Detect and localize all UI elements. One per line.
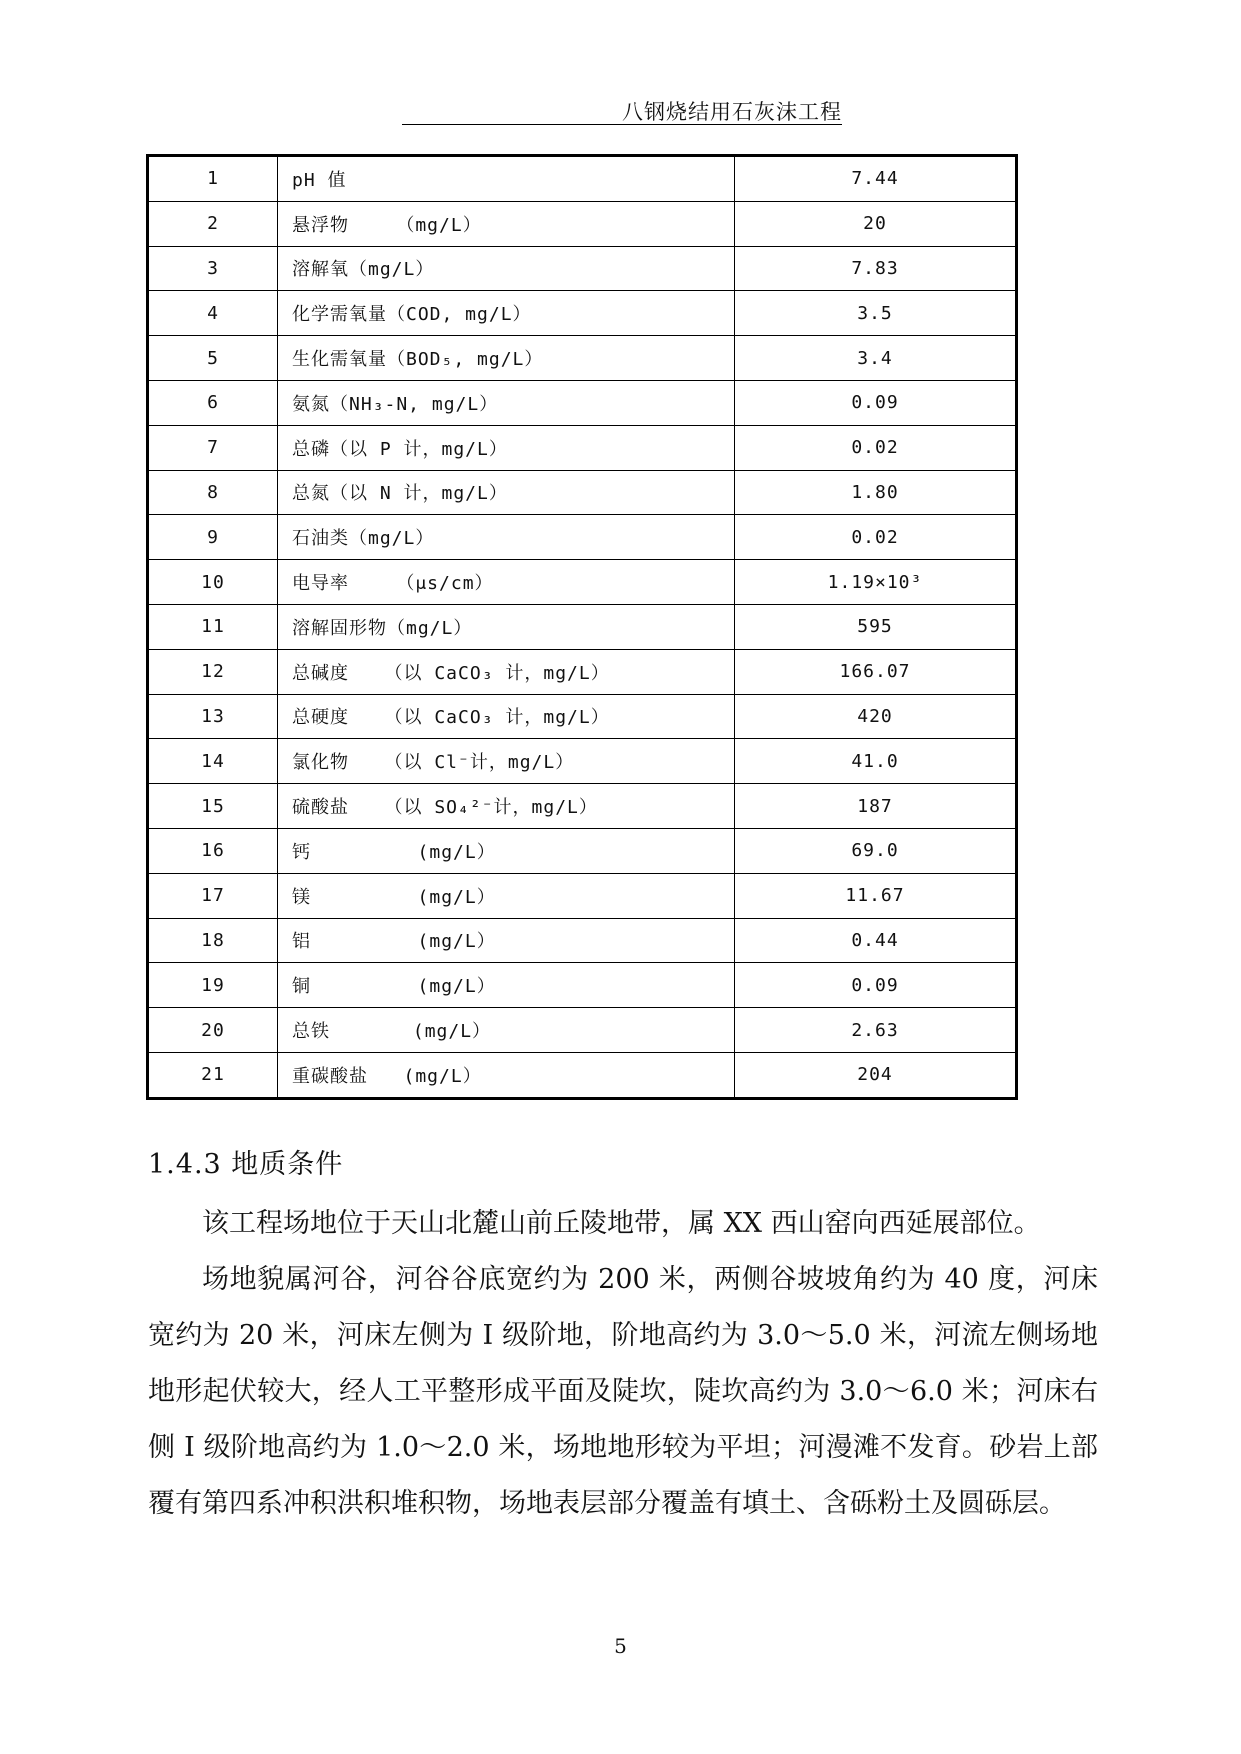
- row-item: pH 值: [278, 156, 735, 202]
- table-row: [148, 470, 1017, 515]
- row-item: 总碱度 （以 CaCO₃ 计，mg/L）: [278, 649, 735, 694]
- table-row: [148, 1052, 1017, 1098]
- row-item: 总铁 (mg/L）: [278, 1008, 735, 1053]
- table-row: [148, 336, 1017, 381]
- row-index: 13: [148, 694, 278, 739]
- row-index: 15: [148, 784, 278, 829]
- row-value: 0.02: [735, 425, 1017, 470]
- row-item: 硫酸盐 （以 SO₄²⁻计，mg/L）: [278, 784, 735, 829]
- water-quality-table: [146, 154, 1018, 1100]
- table-row: [148, 784, 1017, 829]
- row-index: 4: [148, 291, 278, 336]
- table-row: [148, 694, 1017, 739]
- section-heading: 1.4.3 地质条件: [148, 1149, 344, 1180]
- table-row: [148, 156, 1017, 202]
- table-row: [148, 425, 1017, 470]
- row-value: 1.80: [735, 470, 1017, 515]
- row-value: 69.0: [735, 828, 1017, 873]
- page-number: 5: [614, 1634, 627, 1658]
- row-value: 595: [735, 604, 1017, 649]
- table-row: [148, 649, 1017, 694]
- row-value: 3.5: [735, 291, 1017, 336]
- table-row: [148, 918, 1017, 963]
- row-value: 1.19×10³: [735, 560, 1017, 605]
- row-item: 钙 (mg/L）: [278, 828, 735, 873]
- row-value: 11.67: [735, 873, 1017, 918]
- row-value: 3.4: [735, 336, 1017, 381]
- row-value: 41.0: [735, 739, 1017, 784]
- table-row: [148, 828, 1017, 873]
- row-index: 8: [148, 470, 278, 515]
- row-index: 9: [148, 515, 278, 560]
- row-item: 氯化物 （以 Cl⁻计，mg/L）: [278, 739, 735, 784]
- table-row: [148, 1008, 1017, 1053]
- row-index: 10: [148, 560, 278, 605]
- row-value: 204: [735, 1052, 1017, 1098]
- paragraph-2: 场地貌属河谷，河谷谷底宽约为 200 米，两侧谷坡坡角约为 40 度，河床宽约为 20 米，河床左侧为 I 级阶地，阶地高约为 3.0～5.0 米，河流左侧场地地形起伏较大，经人工平整形成平面及陡坎，陡坎高约为 3.0～6.0 米；河床右侧 I 级阶地高约为 1.0～2.0 米，场地地形较为平坦；河漫滩不发育。砂岩上部覆有第四系冲积洪积堆积物，场地表层部分覆盖有填土、含砾粉土及圆砾层。: [148, 1264, 1098, 1519]
- table-row: [148, 963, 1017, 1008]
- row-item: 悬浮物 （mg/L）: [278, 201, 735, 246]
- row-index: 7: [148, 425, 278, 470]
- row-index: 12: [148, 649, 278, 694]
- row-index: 19: [148, 963, 278, 1008]
- row-item: 总氮（以 N 计，mg/L）: [278, 470, 735, 515]
- row-index: 20: [148, 1008, 278, 1053]
- table-row: [148, 560, 1017, 605]
- page-header: [402, 96, 842, 125]
- row-index: 5: [148, 336, 278, 381]
- row-value: 7.83: [735, 246, 1017, 291]
- row-item: 溶解氧（mg/L）: [278, 246, 735, 291]
- row-value: 0.09: [735, 963, 1017, 1008]
- row-index: 3: [148, 246, 278, 291]
- row-index: 2: [148, 201, 278, 246]
- row-item: 总磷（以 P 计，mg/L）: [278, 425, 735, 470]
- row-index: 11: [148, 604, 278, 649]
- row-item: 铜 (mg/L）: [278, 963, 735, 1008]
- row-item: 电导率 （μs/cm）: [278, 560, 735, 605]
- row-value: 187: [735, 784, 1017, 829]
- table-row: [148, 873, 1017, 918]
- row-value: 2.63: [735, 1008, 1017, 1053]
- table-row: [148, 246, 1017, 291]
- body-text: [148, 1196, 1098, 1532]
- table-row: [148, 604, 1017, 649]
- row-value: 166.07: [735, 649, 1017, 694]
- row-index: 21: [148, 1052, 278, 1098]
- row-item: 生化需氧量（BOD₅, mg/L）: [278, 336, 735, 381]
- row-item: 镁 (mg/L）: [278, 873, 735, 918]
- row-index: 6: [148, 380, 278, 425]
- row-value: 0.02: [735, 515, 1017, 560]
- table-row: [148, 380, 1017, 425]
- row-index: 17: [148, 873, 278, 918]
- header-title: 八钢烧结用石灰沫工程: [622, 100, 842, 124]
- row-item: 铝 (mg/L）: [278, 918, 735, 963]
- table-body: [148, 156, 1017, 1099]
- table-row: [148, 515, 1017, 560]
- paragraph-1: 该工程场地位于天山北麓山前丘陵地带，属 XX 西山窑向西延展部位。: [202, 1208, 1041, 1239]
- row-item: 重碳酸盐 (mg/L）: [278, 1052, 735, 1098]
- row-value: 420: [735, 694, 1017, 739]
- row-item: 总硬度 （以 CaCO₃ 计，mg/L）: [278, 694, 735, 739]
- table-row: [148, 201, 1017, 246]
- row-index: 16: [148, 828, 278, 873]
- table-row: [148, 291, 1017, 336]
- row-index: 1: [148, 156, 278, 202]
- table-row: [148, 739, 1017, 784]
- row-index: 14: [148, 739, 278, 784]
- row-value: 0.44: [735, 918, 1017, 963]
- row-value: 0.09: [735, 380, 1017, 425]
- row-index: 18: [148, 918, 278, 963]
- row-item: 氨氮（NH₃-N, mg/L）: [278, 380, 735, 425]
- row-value: 7.44: [735, 156, 1017, 202]
- row-item: 化学需氧量（COD, mg/L）: [278, 291, 735, 336]
- row-item: 石油类（mg/L）: [278, 515, 735, 560]
- row-item: 溶解固形物（mg/L）: [278, 604, 735, 649]
- row-value: 20: [735, 201, 1017, 246]
